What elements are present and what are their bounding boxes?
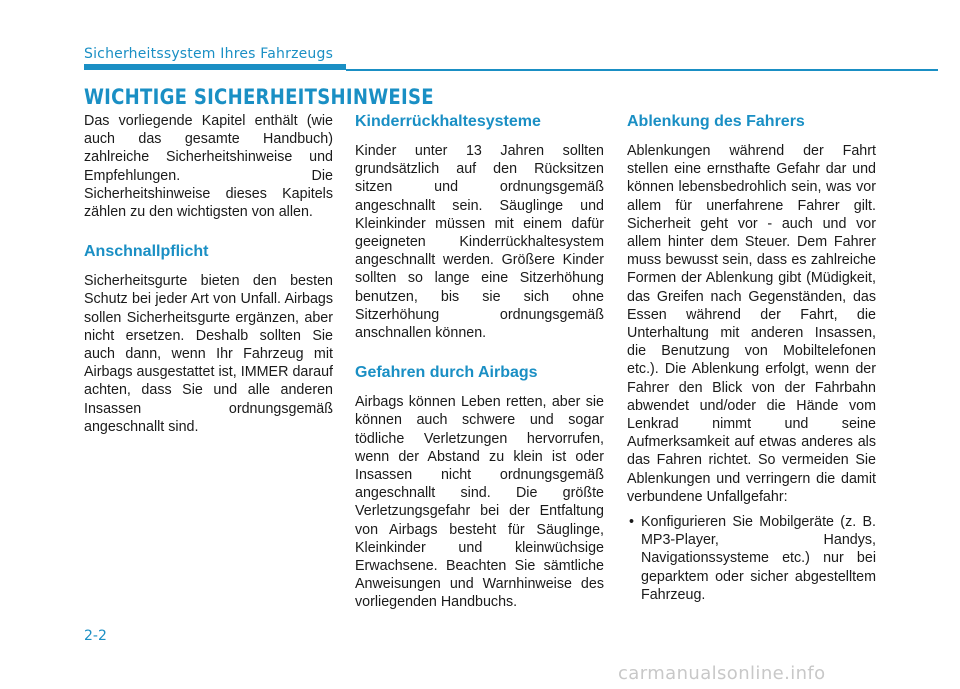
gefahren-airbags-paragraph: Airbags können Leben retten, aber sie können auch schwere und sogar tödliche Verletzungen hervorrufen, wenn der Abstand zu klein ist oder Insassen nicht ordnungsgemäß angeschnallt sind. Die größte Verletzungsgefahr bei der Entfaltung von Airbags besteht für Säuglinge, Kleinkinder und kleinwüchsige Erwachsene. Beachten Sie sämtliche Anweisungen und Warnhinweise des vorliegenden Handbuchs.: [355, 394, 604, 611]
page-title: WICHTIGE SICHERHEITSHINWEISE: [84, 85, 434, 109]
ablenkung-paragraph: Ablenkungen während der Fahrt stellen eine ernsthafte Gefahr dar und können lebensbedrohlich sein, was vor allem für unerfahrene Fahrer gilt. Sicherheit geht vor - auch und vor allem hinter dem Steuer. Dem Fahrer muss bewusst sein, dass es zahlreiche Formen der Ablenkung gibt (Müdigkeit, das Greifen nach Gegenständen, das Essen während der Fahrt, die Unterhaltung mit anderen Insassen, die Benutzung von Mobiltelefonen etc.). Die Ablenkung erfolgt, wenn der Fahrer den Blick von der Fahrbahn abwendet und/oder die Hände vom Lenkrad nimmt und seine Aufmerksamkeit auf etwas anderes als das Fahren richtet. So vermeiden Sie Ablenkungen und verringern die damit verbundene Unfallgefahr:: [627, 143, 876, 505]
heading-gefahren-airbags: Gefahren durch Airbags: [355, 364, 538, 382]
heading-kinderrueckhaltesysteme: Kinderrückhaltesysteme: [355, 113, 541, 130]
kinderrueckhaltesysteme-paragraph: Kinder unter 13 Jahren sollten grundsätzlich auf den Rücksitzen sitzen und ordnungsgemäß angeschnallt sein. Säuglinge und Kleinkinder müssen mit einem dafür geeigneten Kinderrückhaltesystem angeschnallt werden. Größere Kinder sollten so lange eine Sitzerhöhung benutzen, bis sie sich ohne Sitzerhöhung ordnungsgemäß anschnallen können.: [355, 143, 604, 342]
column-left: [84, 112, 333, 436]
header-rule-thin: [346, 69, 938, 71]
column-right: [627, 112, 876, 604]
watermark: carmanualsonline.info: [618, 663, 826, 684]
column-middle: [355, 112, 604, 612]
page-number: 2-2: [84, 628, 107, 644]
bullet-list: [627, 513, 876, 604]
section-header: Sicherheitssystem Ihres Fahrzeugs: [84, 46, 334, 62]
header-rule-thick: [84, 64, 346, 70]
heading-anschnallpflicht: Anschnallpflicht: [84, 243, 209, 261]
list-item: • Konfigurieren Sie Mobilgeräte (z. B. MP3-Player, Handys, Navigationssysteme etc.) nur bei geparktem oder sicher abgestelltem Fahrzeug.: [627, 513, 876, 604]
anschnallpflicht-paragraph: Sicherheitsgurte bieten den besten Schutz bei jeder Art von Unfall. Airbags sollen Sicherheitsgurte ergänzen, aber nicht ersetzen. Deshalb sollten Sie auch dann, wenn Ihr Fahrzeug mit Airbags ausgestattet ist, IMMER darauf achten, dass Sie und alle anderen Insassen ordnungsgemäß angeschnallt sind.: [84, 273, 333, 435]
intro-paragraph: Das vorliegende Kapitel enthält (wie auch das gesamte Handbuch) zahlreiche Sicherheitshinweise und Empfehlungen. Die Sicherheitshinweise dieses Kapitels zählen zu den wichtigsten von allen.: [84, 113, 333, 221]
heading-ablenkung: Ablenkung des Fahrers: [627, 113, 805, 130]
